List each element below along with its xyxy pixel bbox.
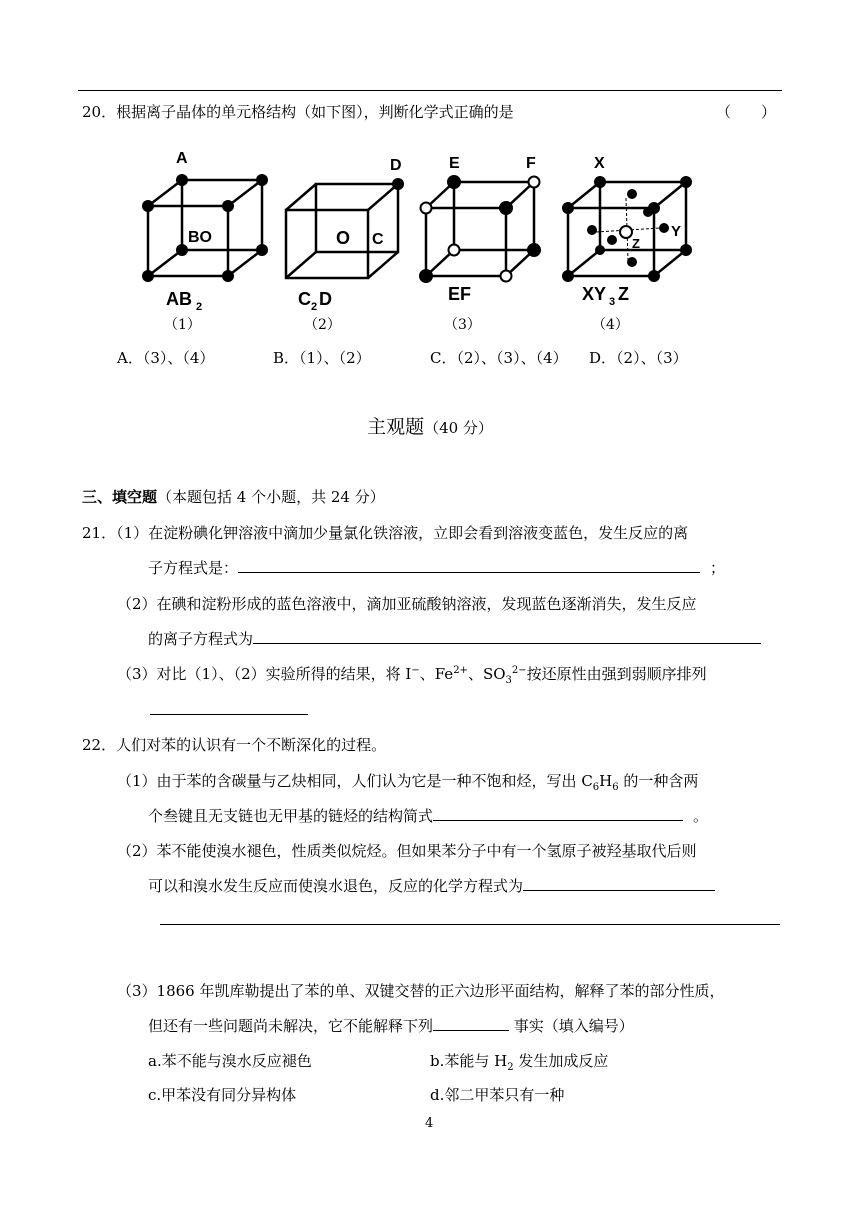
q20-option-b: B．（1）、（2） [273,349,371,367]
q20-option-d: D．（2）、（3） [589,349,688,367]
q21-answer-blank-3[interactable] [150,700,308,715]
fig4-formula-xy: XY [582,284,607,304]
fig2-formula-sub: 2 [311,301,318,313]
q22-line-4: （2）苯不能使溴水褪色，性质类似烷烃。但如果苯分子中有一个氢原子被羟基取代后则 [117,842,697,860]
fig4-formula-z: Z [618,284,629,304]
q21-line-1: 21．（1）在淀粉碘化钾溶液中滴加少量氯化铁溶液，立即会看到溶液变蓝色，发生反应的离 [82,524,689,542]
fig1-formula-sub: 2 [196,301,203,313]
fig4-label-y: Y [671,223,682,240]
q22-option-c: c.甲苯没有同分异构体 [148,1086,297,1104]
q20-option-c: C．（2）、（3）、（4） [430,349,568,367]
q21-answer-blank-2[interactable] [253,629,761,644]
fig2-label-d: D [390,157,402,174]
q22-option-a: a.苯不能与溴水反应褪色 [148,1052,312,1070]
q22-line-2: （1）由于苯的含碳量与乙炔相同，人们认为它是一种不饱和烃，写出 $C_6H_6$ 的一种含两 [117,772,699,793]
fig2-label-c: C [372,231,384,248]
fig1-formula: AB [166,289,192,309]
q22-answer-blank-3[interactable] [433,1016,509,1031]
q21-line-3: （2）在碘和淀粉形成的蓝色溶液中，滴加亚硫酸钠溶液，发现蓝色逐渐消失，发生反应 [117,595,697,613]
fig1-label-bo: BO [188,229,212,246]
page-number: 4 [425,1116,434,1131]
q20-option-a: A．（3）、（4） [117,349,215,367]
q22-line-7: （3）1866 年凯库勒提出了苯的单、双键交替的正六边形平面结构，解释了苯的部分性质， [117,982,725,1000]
q22-option-b: b.苯能与 $H_2$ 发生加成反应 [430,1052,609,1073]
fig3-label-e: E [449,155,460,172]
q22-answer-blank-1[interactable] [433,806,683,821]
fig1-label-a: A [176,150,188,167]
fig4-label-z: Z [632,236,640,251]
section-title: 主观题（40 分） [367,416,493,438]
q22-line-8: 但还有一些问题尚未解决，它不能解释下列 事实（填入编号） [148,1017,634,1035]
fig1-caption: （1） [164,317,201,333]
q22-answer-blank-2[interactable] [523,876,715,891]
q22-option-d: d.邻二甲苯只有一种 [430,1086,565,1104]
fig3-label-f: F [526,155,536,172]
fig2-caption: （2） [304,317,341,333]
fig3-caption: （3） [444,317,481,333]
fig2-label-o: O [336,228,351,248]
q21-answer-blank-3-wrap [150,700,308,720]
crystal-cell-2 [276,150,416,315]
crystal-cell-3 [416,150,556,315]
q22-line-3: 个叁键且无支链也无甲基的链烃的结构简式 。 [148,807,709,825]
fig4-label-x: X [594,155,605,172]
q21-line-5: （3）对比（1）、（2）实验所得的结果，将 I−、$Fe^{2+}$、$SO_3^{2-}$按还原性由强到弱顺序排列 [117,665,707,686]
q21-line-2: 子方程式是： ； [148,559,726,577]
q22-line-1: 22．人们对苯的认识有一个不断深化的过程。 [82,736,387,754]
crystal-cell-1 [132,150,272,315]
q22-answer-line[interactable] [160,924,780,925]
q22-line-5: 可以和溴水发生反应而使溴水退色，反应的化学方程式为 [148,876,715,896]
header-rule [78,90,782,91]
crystal-cell-4 [556,150,706,315]
q20-stem: 20．根据离子晶体的单元格结构（如下图），判断化学式正确的是 [82,103,514,121]
part3-heading: 三、填空题（本题包括 4 个小题，共 24 分） [82,488,385,506]
fig3-formula: EF [448,284,472,304]
q21-answer-blank-1[interactable] [238,558,700,573]
fig4-formula-sub: 3 [609,296,616,308]
fig2-formula-d: D [319,289,332,309]
q21-line-4: 的离子方程式为 [148,629,761,649]
q20-answer-paren: （ ） [716,103,777,121]
fig2-formula-c: C [298,289,311,309]
fig4-caption: （4） [592,317,629,333]
